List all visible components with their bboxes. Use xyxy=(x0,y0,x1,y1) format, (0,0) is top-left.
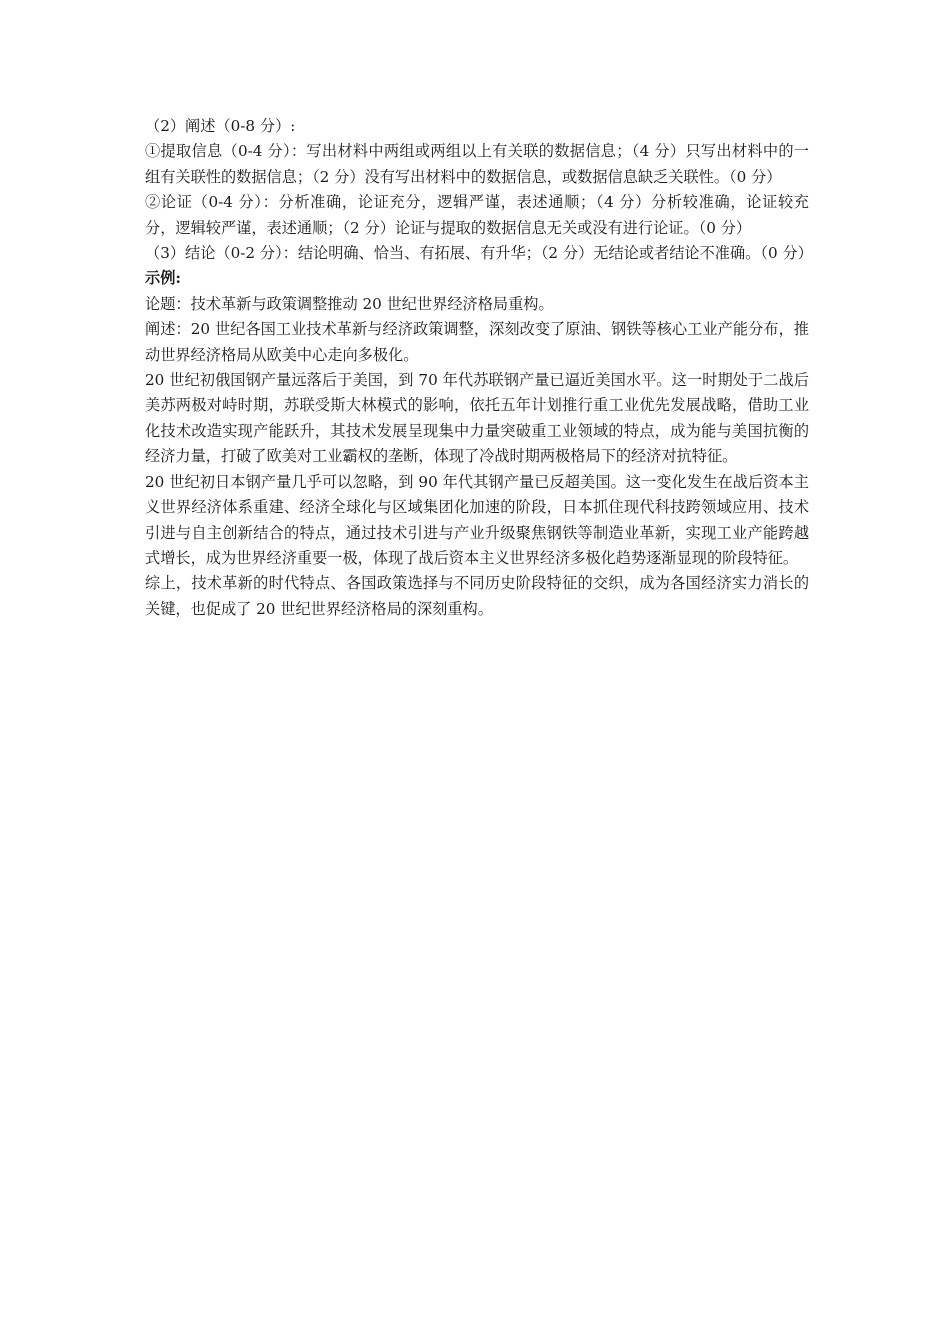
example-elaboration: 阐述：20 世纪各国工业技术革新与经济政策调整，深刻改变了原油、钢铁等核心工业产能分布，推动世界经济格局从欧美中心走向多极化。 xyxy=(145,320,809,364)
section2-item-argument: ②论证（0-4 分）：分析准确，论证充分，逻辑严谨，表述通顺；（4 分）分析较准确，论证较充分，逻辑较严谨，表述通顺；（2 分）论证与提取的数据信息无关或没有进行论证。（0 分） xyxy=(145,193,809,237)
section2-item-extract-info: ①提取信息（0-4 分）：写出材料中两组或两组以上有关联的数据信息；（4 分）只写出材料中的一组有关联性的数据信息；（2 分）没有写出材料中的数据信息，或数据信息缺乏关联性。（0 分） xyxy=(145,142,809,186)
example-heading: 示例: xyxy=(145,269,181,288)
section2-title: （2）阐述（0-8 分）: xyxy=(145,117,296,135)
example-conclusion: 综上，技术革新的时代特点、各国政策选择与不同历史阶段特征的交织，成为各国经济实力消长的关键，也促成了 20 世纪世界经济格局的深刻重构。 xyxy=(145,574,809,618)
example-paragraph-japan: 20 世纪初日本钢产量几乎可以忽略，到 90 年代其钢产量已反超美国。这一变化发生在战后资本主义世界经济体系重建、经济全球化与区域集团化加速的阶段，日本抓住现代科技跨领域应用、技术引进与自主创新结合的特点，通过技术引进与产业升级聚焦钢铁等制造业革新，实现工业产能跨越式增长，成为世界经济重要一极，体现了战后资本主义世界经济多极化趋势逐渐显现的阶段特征。 xyxy=(145,472,809,567)
example-paragraph-ussr: 20 世纪初俄国钢产量远落后于美国，到 70 年代苏联钢产量已逼近美国水平。这一时期处于二战后美苏两极对峙时期，苏联受斯大林模式的影响，依托五年计划推行重工业优先发展战略，借助工业化技术改造实现产能跃升，其技术发展呈现集中力量突破重工业领域的特点，成为能与美国抗衡的经济力量，打破了欧美对工业霸权的垄断，体现了冷战时期两极格局下的经济对抗特征。 xyxy=(145,371,809,466)
section3-conclusion-criteria: （3）结论（0-2 分）：结论明确、恰当、有拓展、有升华；（2 分）无结论或者结论不准确。（0 分） xyxy=(145,244,813,263)
document-page xyxy=(145,114,813,622)
example-thesis: 论题：技术革新与政策调整推动 20 世纪世界经济格局重构。 xyxy=(145,294,554,313)
